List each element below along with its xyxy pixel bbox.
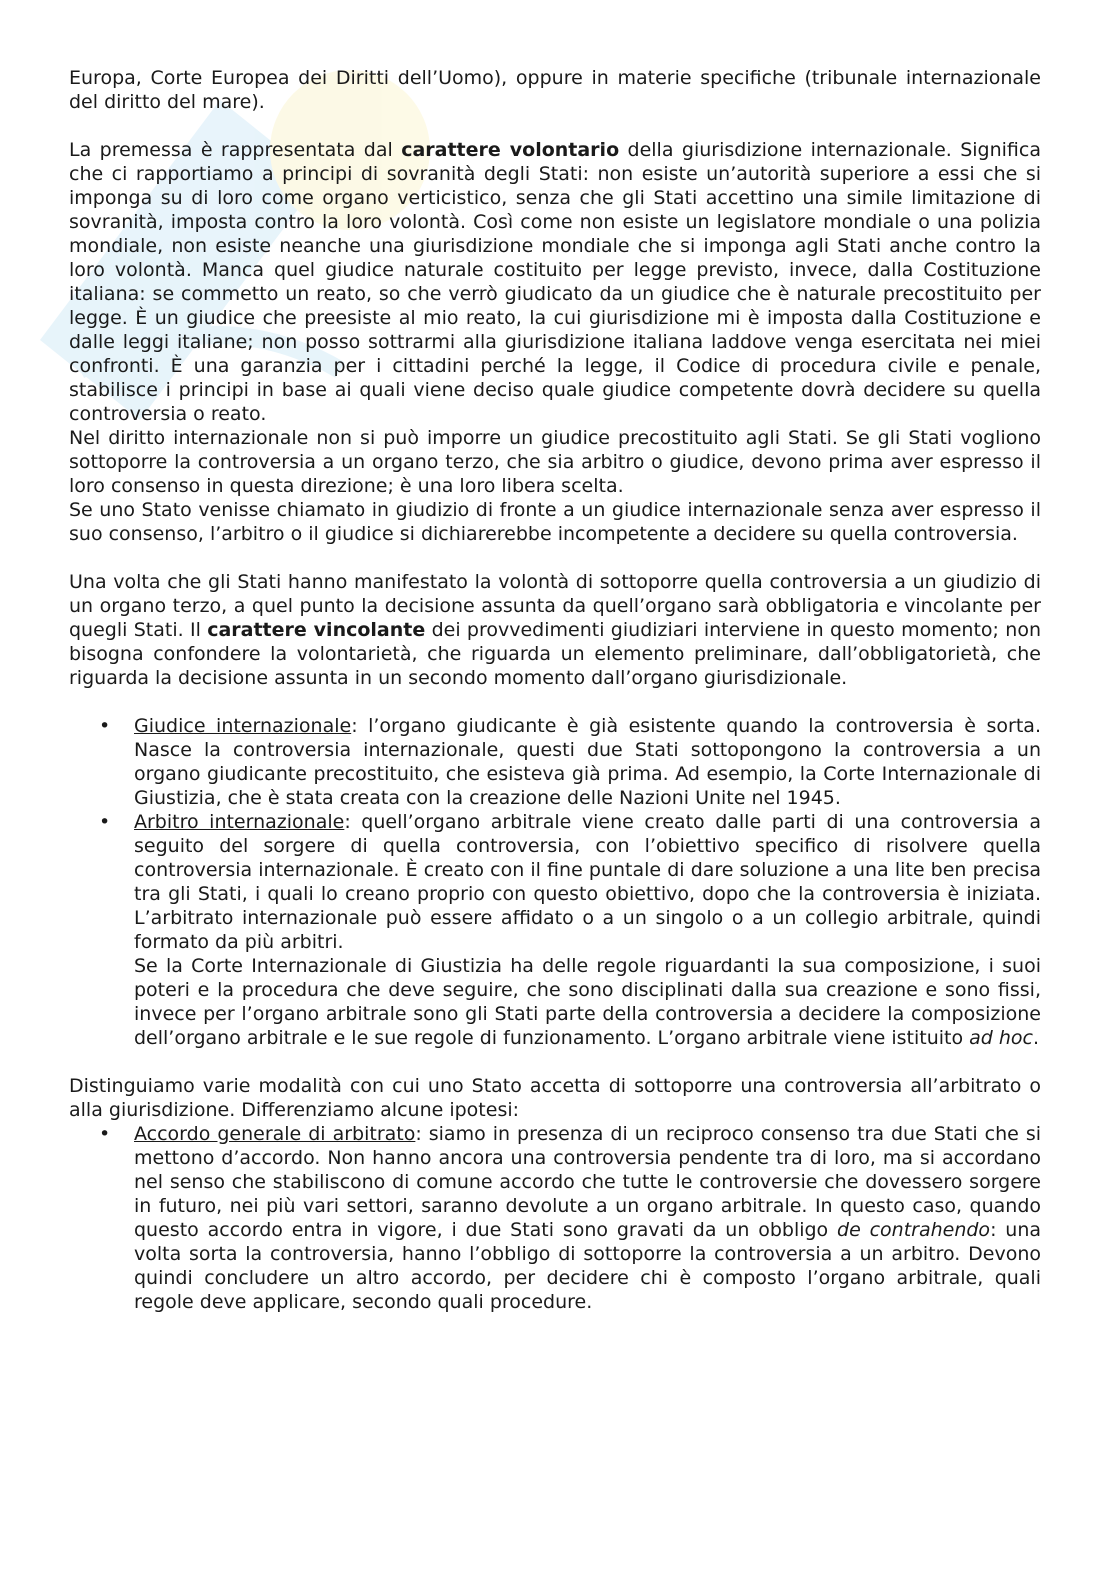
term-giudice-internazionale: Giudice internazionale xyxy=(134,715,352,737)
bullet-icon: • xyxy=(99,811,111,833)
term-carattere-vincolante: carattere vincolante xyxy=(207,619,426,641)
list-item: • Accordo generale di arbitrato: siamo in presenza di un reciproco consenso tra due Stati che si mettono d’accordo. Non hanno ancora una controversia pendente tra di loro, ma si accordano nel senso che stabiliscono di comune accordo che tutte le controversie che dovessero sorgere in futuro, nei più vari settori, saranno devolute a un organo arbitrale. In questo caso, quando questo accordo entra in vigore, i due Stati sono gravati da un obbligo de contrahendo: una volta sorta la controversia, hanno l’obbligo di sottoporre la controversia a un arbitro. Devono quindi concludere un altro accordo, per decidere chi è composto l’organo arbitrale, quali regole deve applicare, secondo quali procedure. xyxy=(99,1123,1042,1313)
paragraph-intro: Europa, Corte Europea dei Diritti dell’Uomo), oppure in materie specifiche (tribunale internazionale del diritto del mare). xyxy=(69,67,1041,113)
paragraph-modalita: Distinguiamo varie modalità con cui uno Stato accetta di sottoporre una controversia all’arbitrato o alla giurisdizione. Differenziamo alcune ipotesi: xyxy=(69,1075,1041,1121)
paragraph-carattere-volontario: La premessa è rappresentata dal carattere volontario della giurisdizione internazionale. Significa che ci rapportiamo a principi di sovranità degli Stati: non esiste un’autorità superiore a essi che si imponga su di loro come organo verticistico, senza che gli Stati accettino una simile limitazione di sovranità, imposta contro la loro volontà. Così come non esiste un legislatore mondiale o una polizia mondiale, non esiste neanche una giurisdizione mondiale che si imponga agli Stati anche contro la loro volontà. Manca quel giudice naturale costituito per legge previsto, invece, dalla Costituzione italiana: se commetto un reato, so che verrò giudicato da un giudice che è naturale precostituito per legge. È un giudice che preesiste al mio reato, la cui giurisdizione mi è imposta dalla Costituzione e dalle leggi italiane; non posso sottrarmi alla giurisdizione italiana laddove venga esercitata nei miei confronti. È una garanzia per i cittadini perché la legge, il Codice di procedura civile e penale, stabilisce i principi in base ai quali viene deciso quale giudice competente dovrà decidere su quella controversia o reato. xyxy=(69,139,1041,425)
list-item: • Arbitro internazionale: quell’organo arbitrale viene creato dalle parti di una controversia a seguito del sorgere di quella controversia, con l’obiettivo specifico di risolvere quella controversia internazionale. È creato con il fine puntale di dare soluzione a una lite ben precisa tra gli Stati, i quali lo creano proprio con questo obiettivo, dopo che la controversia è iniziata. L’arbitrato internazionale può essere affidato o a un singolo o a un collegio arbitrale, quindi formato da più arbitri. Se la Corte Internazionale di Giustizia ha delle regole riguardanti la sua composizione, i suoi poteri e la procedura che deve seguire, che sono disciplinati dalla sua creazione e sono fissi, invece per l’organo arbitrale sono gli Stati parte della controversia a decidere la composizione dell’organo arbitrale e le sue regole di funzionamento. L’organo arbitrale viene istituito ad hoc. xyxy=(99,811,1041,1049)
list-organi xyxy=(69,714,1041,1050)
term-accordo-generale: Accordo generale di arbitrato xyxy=(134,1123,416,1145)
bullet-icon: • xyxy=(99,1123,111,1145)
document-page xyxy=(69,66,1041,1314)
term-arbitro-internazionale: Arbitro internazionale xyxy=(134,811,345,833)
list-item: • Giudice internazionale: l’organo giudicante è già esistente quando la controversia è sorta. Nasce la controversia internazionale, questi due Stati sottopongono la controversia a un organo giudicante precostituito, che esisteva già prima. Ad esempio, la Corte Internazionale di Giustizia, che è stata creata con la creazione delle Nazioni Unite nel 1945. xyxy=(99,715,1041,809)
term-carattere-volontario: carattere volontario xyxy=(401,139,620,161)
paragraph-carattere-vincolante: Una volta che gli Stati hanno manifestato la volontà di sottoporre quella controversia a un giudizio di un organo terzo, a quel punto la decisione assunta da quell’organo sarà obbligatoria e vincolante per quegli Stati. Il carattere vincolante dei provvedimenti giudiziari interviene in questo momento; non bisogna confondere la volontarietà, che riguarda un elemento preliminare, dall’obbligatorietà, che riguarda la decisione assunta in un secondo momento dall’organo giurisdizionale. xyxy=(69,571,1041,689)
paragraph-diritto-internazionale: Nel diritto internazionale non si può imporre un giudice precostituito agli Stati. Se gli Stati vogliono sottoporre la controversia a un organo terzo, che sia arbitro o giudice, devono prima aver espresso il loro consenso in questa direzione; è una loro libera scelta. xyxy=(69,427,1041,497)
paragraph-consenso: Se uno Stato venisse chiamato in giudizio di fronte a un giudice internazionale senza aver espresso il suo consenso, l’arbitro o il giudice si dichiarerebbe incompetente a decidere su quella controversia. xyxy=(69,499,1041,545)
bullet-icon: • xyxy=(99,715,111,737)
list-ipotesi xyxy=(69,1122,1041,1314)
